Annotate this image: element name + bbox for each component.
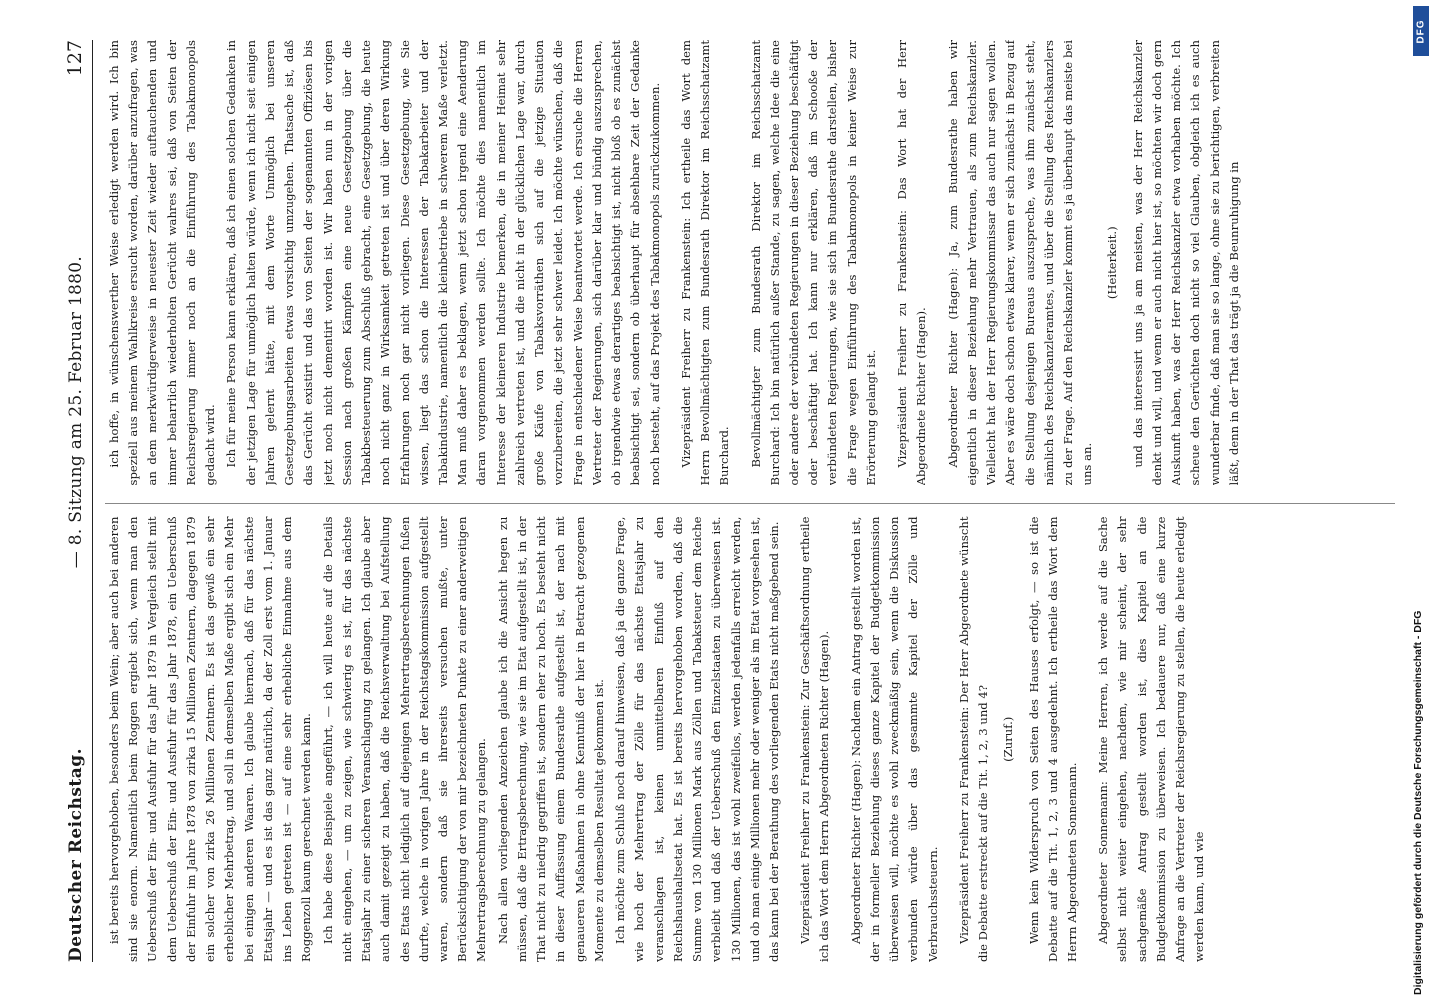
interjection: (Heiterkeit.) [1105, 226, 1120, 300]
paragraph: Ich habe diese Beispiele angeführt, — ich will heute auf die Details nicht eingehen, — um zu zeigen, wie schwierig es ist, für das nächste Etatsjahr zu einer sicheren Veranschlagung zu gelangen. Ich glaube aber auch damit gezeigt zu haben, daß die Reichsverwaltung bei Aufstellung des Etats nicht lediglich auf diejenigen Mehrertragsberechnungen fußen durfte, welche in vorigen Jahre in der Reichstagskommission aufgestellt waren, sondern daß sie ihrerseits versuchen mußte, unter Berücksichtigung der von mir bezeichneten Punkte zu einer anderweitigen Mehrertragsberechnung zu gelangen. [320, 516, 489, 962]
paragraph: Abgeordneter Richter (Hagen): Ja, zum Bundesrathe haben wir eigentlich in dieser Beziehung mehr Vertrauen, als zum Reichskanzler. Vielleicht hat der Herr Regierungskommissar das auch nur sagen wollen. Aber es wäre doch schon etwas klarer, wenn er sich zunächst in Bezug auf die Stellung desjenigen Bureaus auszuspreche, was ihm zunächst steht, nämlich des Reichskanzleramtes, und über die Stellung des Reichskanzlers zu der Frage. Auf den Reichskanzler kommt es ja überhaupt das meiste bei uns an. [945, 40, 1095, 486]
paragraph: und das interessirt uns ja am meisten, was der Herr Reichskanzler denkt und will, und wenn er auch nicht hier ist, so möchten wir doch gern Auskunft haben, was der Herr Reichskanzler etwa vorhaben möchte. Ich scheue den Gerüchten doch nicht so viel Glauben, obgleich ich es auch wunderbar finde, daß man sie so lange, ohne sie zu berichtigen, verbreiten läßt, denn in der That das trägt ja die Beunruhigung in [1130, 40, 1241, 486]
page-number: 127 [64, 40, 86, 77]
page-header [64, 40, 93, 962]
paragraph: Nach allen vorliegenden Anzeichen glaube ich die Ansicht hegen zu müssen, daß die Ertragsberechnung, wie sie im Etat aufgestellt ist, in der That nicht zu niedrig gegriffen ist, sondern eher zu hoch. Es besteht nicht in dieser Auffassung einem Bundesrathe aufgestellt ist, der nach mit genaueren Maßnahmen in ohne Kenntniß der hier in Betracht gezogenen Momente zu demselben Resultat gekommen ist. [495, 516, 606, 962]
paragraph: Vizepräsident Freiherr zu Frankenstein: Zur Geschäftsordnung ertheile ich das Wort dem Herrn Abgeordneten Richter (Hagen). [798, 516, 832, 962]
paragraph: ist bereits hervorgehoben, besonders beim Wein; aber auch bei anderen sind sie enorm. Namentlich beim Roggen ergiebt sich, wenn man den Ueberschuß der Ein- und Ausfuhr für das Jahr 1879 in Vergleich stellt mit dem Ueberschuß der Ein- und Ausfuhr für das Jahr 1878, ein Ueberschuß der Einfuhr im Jahre 1878 von zirka 15 Millionen Zentnern, dagegen 1879 ein solcher von zirka 26 Millionen Zentnern. Es ist das gewiß ein sehr erheblicher Mehrbetrag, und soll in demselben Maße ergibt sich ein Mehr bei einigen anderen Waaren. Ich glaube hiernach, daß für das nächste Etatsjahr — und es ist das ganz natürlich, da der Zoll erst vom 1. Januar ins Leben getreten ist — auf eine sehr erhebliche Einnahme aus dem Roggenzoll kaum gerechnet werden kann. [107, 516, 314, 962]
paragraph: Abgeordneter Sonnemann: Meine Herren, ich werde auf die Sache selbst nicht weiter eingehen, nachdem, wie mir scheint, der sehr sachgemäße Antrag gestellt worden ist, dies Kapitel an die Budgetkommission zu überweisen. Ich bedauere nur, daß eine kurze Anfrage an die Vertreter der Reichsregierung zu stellen, die heute erledigt werden kann, und wie [1096, 516, 1207, 962]
left-column [105, 504, 1395, 963]
paragraph: Ich für meine Person kann erklären, daß ich einen solchen Gedanken in der jetzigen Lage für unmöglich halten würde, wenn ich nicht seit einigen Jahren gelernt hätte, mit dem Worte Unmöglich bei unseren Gesetzgebungsarbeiten etwas vorsichtig umzugehen. Thatsache ist, daß das Gerücht existirt und das von Seiten der sogenannten Offiziösen bis jetzt noch nicht dementirt worden ist. Wir haben nun in der vorigen Session nach großen Kämpfen eine neue Gesetzgebung über die Tabakbesteuerung zum Abschluß gebracht, eine Gesetzgebung, die heute noch nicht ganz in Wirksamkeit getreten ist und über deren Wirkung Erfahrungen noch gar nicht vorliegen. Diese Gesetzgebung, wie Sie wissen, liegt das schon die Interessen der Tabakarbeiter und der Tabakindustrie, namentlich die kleinbetriebe in schwerem Maße verletzt. Man muß daher es beklagen, wenn jetzt schon irgend eine Aenderung daran vorgenommen werden sollte. Ich möchte dies namentlich im Interesse der kleineren Industrie bemerken, die in meiner Heimat sehr zahlreich vertreten ist, und die nicht in der glücklichen Lage war, durch große Käufe von Tabaksvorräthen sich auf die jetzige Situation vorzubereiten, die jetzt sehr schwer leidet. Ich möchte wünschen, daß die Frage in entschiedener Weise beantwortet werde. Ich ersuche die Herren Vertreter der Regierungen, sich darüber klar und bündig auszusprechen, ob irgendwie etwas derartiges beabsichtigt ist, nicht bloß ob es zunächst beabsichtigt sei, sondern ob überhaupt für absehbare Zeit der Gedanke noch besteht, auf das Projekt des Tabakmonopols zurückzukommen. [224, 40, 662, 486]
paragraph: Ich möchte zum Schluß noch darauf hinweisen, daß ja die ganze Frage, wie hoch der Mehrertrag der Zölle für das nächste Etatsjahr zu veranschlagen ist, keinen unmittelbaren Einfluß auf den Reichshaushaltsetat hat. Es ist bereits hervorgehoben worden, daß die Summe von 130 Millionen Mark aus Zöllen und Tabaksteuer dem Reiche verbleibt und daß der Ueberschuß den Einzelstaaten zu überweisen ist. 130 Millionen, das ist wohl zweifellos, werden jedenfalls erreicht werden, und ob man einige Millionen mehr oder weniger als im Etat vorgesehen ist, das kann bei der Berathung des vorliegenden Etats nicht maßgebend sein. [613, 516, 781, 962]
funding-credit: Digitalisierung gefördert durch die Deutsche Forschungsgemeinschaft - DFG [1412, 610, 1424, 995]
text-columns [105, 40, 1395, 962]
paragraph: Vizepräsident Freiherr zu Frankenstein: Das Wort hat der Herr Abgeordnete Richter (Hagen). [895, 40, 929, 486]
running-title: Deutscher Reichstag. [66, 747, 86, 962]
session-date: — 8. Sitzung am 25. Februar 1880. [66, 255, 86, 569]
dfg-logo [1413, 6, 1429, 56]
paragraph: Abgeordneter Richter (Hagen): Nachdem ein Antrag gestellt worden ist, der in formeller Beziehung dieses ganze Kapitel der Budgetkommission überweisen will, möchte es wohl zweckmäßig sein, wenn die Diskussion verbunden würde über das gesammte Kapitel der Zölle und Verbrauchssteuern. [848, 516, 940, 962]
right-column [105, 40, 1395, 486]
paragraph: ich hoffe, in wünschenswerther Weise erledigt werden wird. Ich bin speziell aus meinem Wahlkreise ersucht worden, darüber anzufragen, was an dem merkwürdigerweise in neuester Zeit wieder auftauchenden und immer beharrlich wiederholten Gerücht wahres sei, daß von Seiten der Reichsregierung immer noch an die Einführung des Tabakmonopols gedacht wird. [107, 40, 218, 486]
interjection: (Zuruf.) [1001, 716, 1016, 762]
paragraph: Wenn kein Widerspruch von Seiten des Hauses erfolgt, — so ist die Debatte auf die Tit. 1, 2, 3 und 4 ausgedehnt. Ich ertheile das Wort dem Herrn Abgeordneten Sonnemann. [1026, 516, 1080, 962]
scanned-page [30, 0, 1410, 1000]
paragraph: Bevollmächtigter zum Bundesrath Direktor im Reichsschatzamt Burchard: Ich bin natürlich außer Stande, zu sagen, welche Idee die eine oder andere der verbündeten Regierungen in dieser Beziehung beschäftigt oder beschäftigt hat. Ich kann nur erklären, daß im Schooße der verbündeten Regierungen, wie sie sich im Bundesrathe darstellen, bisher die Frage wegen Einführung des Tabakmonopols in keiner Weise zur Erörterung gelangt ist. [748, 40, 878, 486]
credit-strip [1410, 0, 1432, 1000]
logo-text: DFG [1415, 18, 1427, 44]
paragraph: Vizepräsident Freiherr zu Frankenstein: Der Herr Abgeordnete wünscht die Debatte erstreckt auf die Tit. 1, 2, 3 und 4? [956, 516, 991, 962]
paragraph: Vizepräsident Freiherr zu Frankenstein: Ich ertheile das Wort dem Herrn Bevollmächtigten zum Bundesrath Direktor im Reichsschatzamt Burchard. [678, 40, 732, 486]
